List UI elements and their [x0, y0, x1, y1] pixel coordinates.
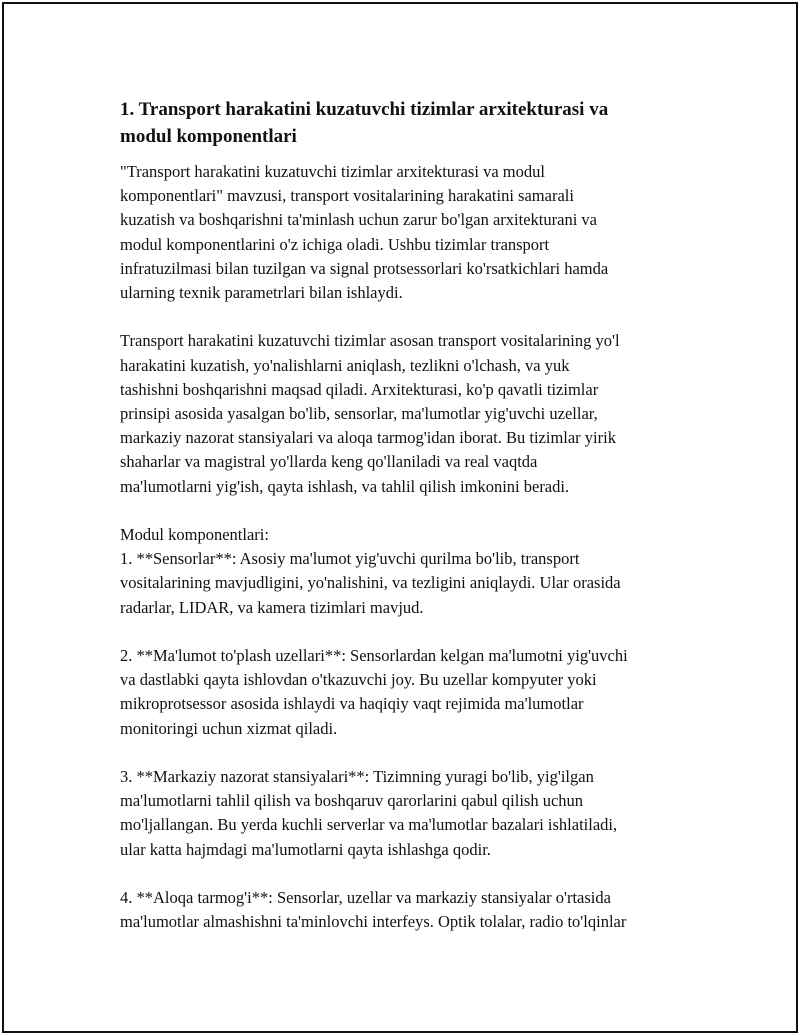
intro-paragraph — [120, 160, 700, 305]
list-item-line: 1. **Sensorlar**: Asosiy ma'lumot yig'uvchi qurilma bo'lib, transport — [120, 549, 580, 569]
document-content — [120, 96, 700, 934]
list-item-line: 3. **Markaziy nazorat stansiyalari**: Tizimning yuragi bo'lib, yig'ilgan — [120, 767, 594, 787]
list-item-2 — [120, 644, 700, 741]
list-item-line: va dastlabki qayta ishlovdan o'tkazuvchi joy. Bu uzellar kompyuter yoki — [120, 670, 597, 690]
text-line: kuzatish va boshqarishni ta'minlash uchun zarur bo'lgan arxitekturani va — [120, 210, 597, 230]
text-line: komponentlari" mavzusi, transport vositalarining harakatini samarali — [120, 186, 574, 206]
paragraph-gap — [120, 862, 700, 886]
list-item-line: monitoringi uchun xizmat qiladi. — [120, 718, 338, 738]
document-page — [2, 2, 798, 1033]
paragraph-gap — [120, 499, 700, 523]
modules-title: Modul komponentlari: — [120, 525, 269, 545]
list-item-line: ma'lumotlar almashishni ta'minlovchi interfeys. Optik tolalar, radio to'lqinlar — [120, 912, 627, 932]
list-item-3 — [120, 765, 700, 862]
architecture-paragraph — [120, 329, 700, 498]
paragraph-gap — [120, 741, 700, 765]
text-line: infratuzilmasi bilan tuzilgan va signal protsessorlari ko'rsatkichlari hamda — [120, 258, 609, 278]
text-line: ularning texnik parametrlari bilan ishlaydi. — [120, 283, 403, 303]
heading-line: 1. Transport harakatini kuzatuvchi tizimlar arxitekturasi va — [120, 99, 609, 120]
list-item-line: 2. **Ma'lumot to'plash uzellari**: Sensorlardan kelgan ma'lumotni yig'uvchi — [120, 646, 628, 666]
list-item-line: mo'ljallangan. Bu yerda kuchli serverlar va ma'lumotlar bazalari ishlatiladi, — [120, 815, 618, 835]
text-line: markaziy nazorat stansiyalari va aloqa tarmog'idan iborat. Bu tizimlar yirik — [120, 428, 616, 448]
text-line: tashishni boshqarishni maqsad qiladi. Arxitekturasi, ko'p qavatli tizimlar — [120, 379, 599, 399]
text-line: "Transport harakatini kuzatuvchi tizimlar arxitekturasi va modul — [120, 162, 545, 181]
list-item-line: 4. **Aloqa tarmog'i**: Sensorlar, uzellar va markaziy stansiyalar o'rtasida — [120, 888, 611, 908]
text-line: Transport harakatini kuzatuvchi tizimlar asosan transport vositalarining yo'l — [120, 331, 620, 351]
modules-list — [120, 523, 700, 620]
paragraph-gap — [120, 305, 700, 329]
paragraph-gap — [120, 620, 700, 644]
text-line: shaharlar va magistral yo'llarda keng qo'llaniladi va real vaqtda — [120, 452, 538, 472]
heading-line: modul komponentlari — [120, 126, 297, 147]
section-heading — [120, 96, 700, 150]
text-line: ma'lumotlarni yig'ish, qayta ishlash, va tahlil qilish imkonini beradi. — [120, 476, 570, 496]
list-item-line: mikroprotsessor asosida ishlaydi va haqiqiy vaqt rejimida ma'lumotlar — [120, 694, 584, 714]
text-line: prinsipi asosida yasalgan bo'lib, sensorlar, ma'lumotlar yig'uvchi uzellar, — [120, 404, 598, 424]
list-item-4 — [120, 886, 700, 934]
list-item-line: vositalarining mavjudligini, yo'nalishini, va tezligini aniqlaydi. Ular orasida — [120, 573, 621, 593]
list-item-line: ular katta hajmdagi ma'lumotlarni qayta ishlashga qodir. — [120, 839, 491, 859]
text-line: modul komponentlarini o'z ichiga oladi. Ushbu tizimlar transport — [120, 234, 550, 254]
list-item-line: radarlar, LIDAR, va kamera tizimlari mavjud. — [120, 597, 424, 617]
text-line: harakatini kuzatish, yo'nalishlarni aniqlash, tezlikni o'lchash, va yuk — [120, 355, 570, 375]
list-item-line: ma'lumotlarni tahlil qilish va boshqaruv qarorlarini qabul qilish uchun — [120, 791, 584, 811]
